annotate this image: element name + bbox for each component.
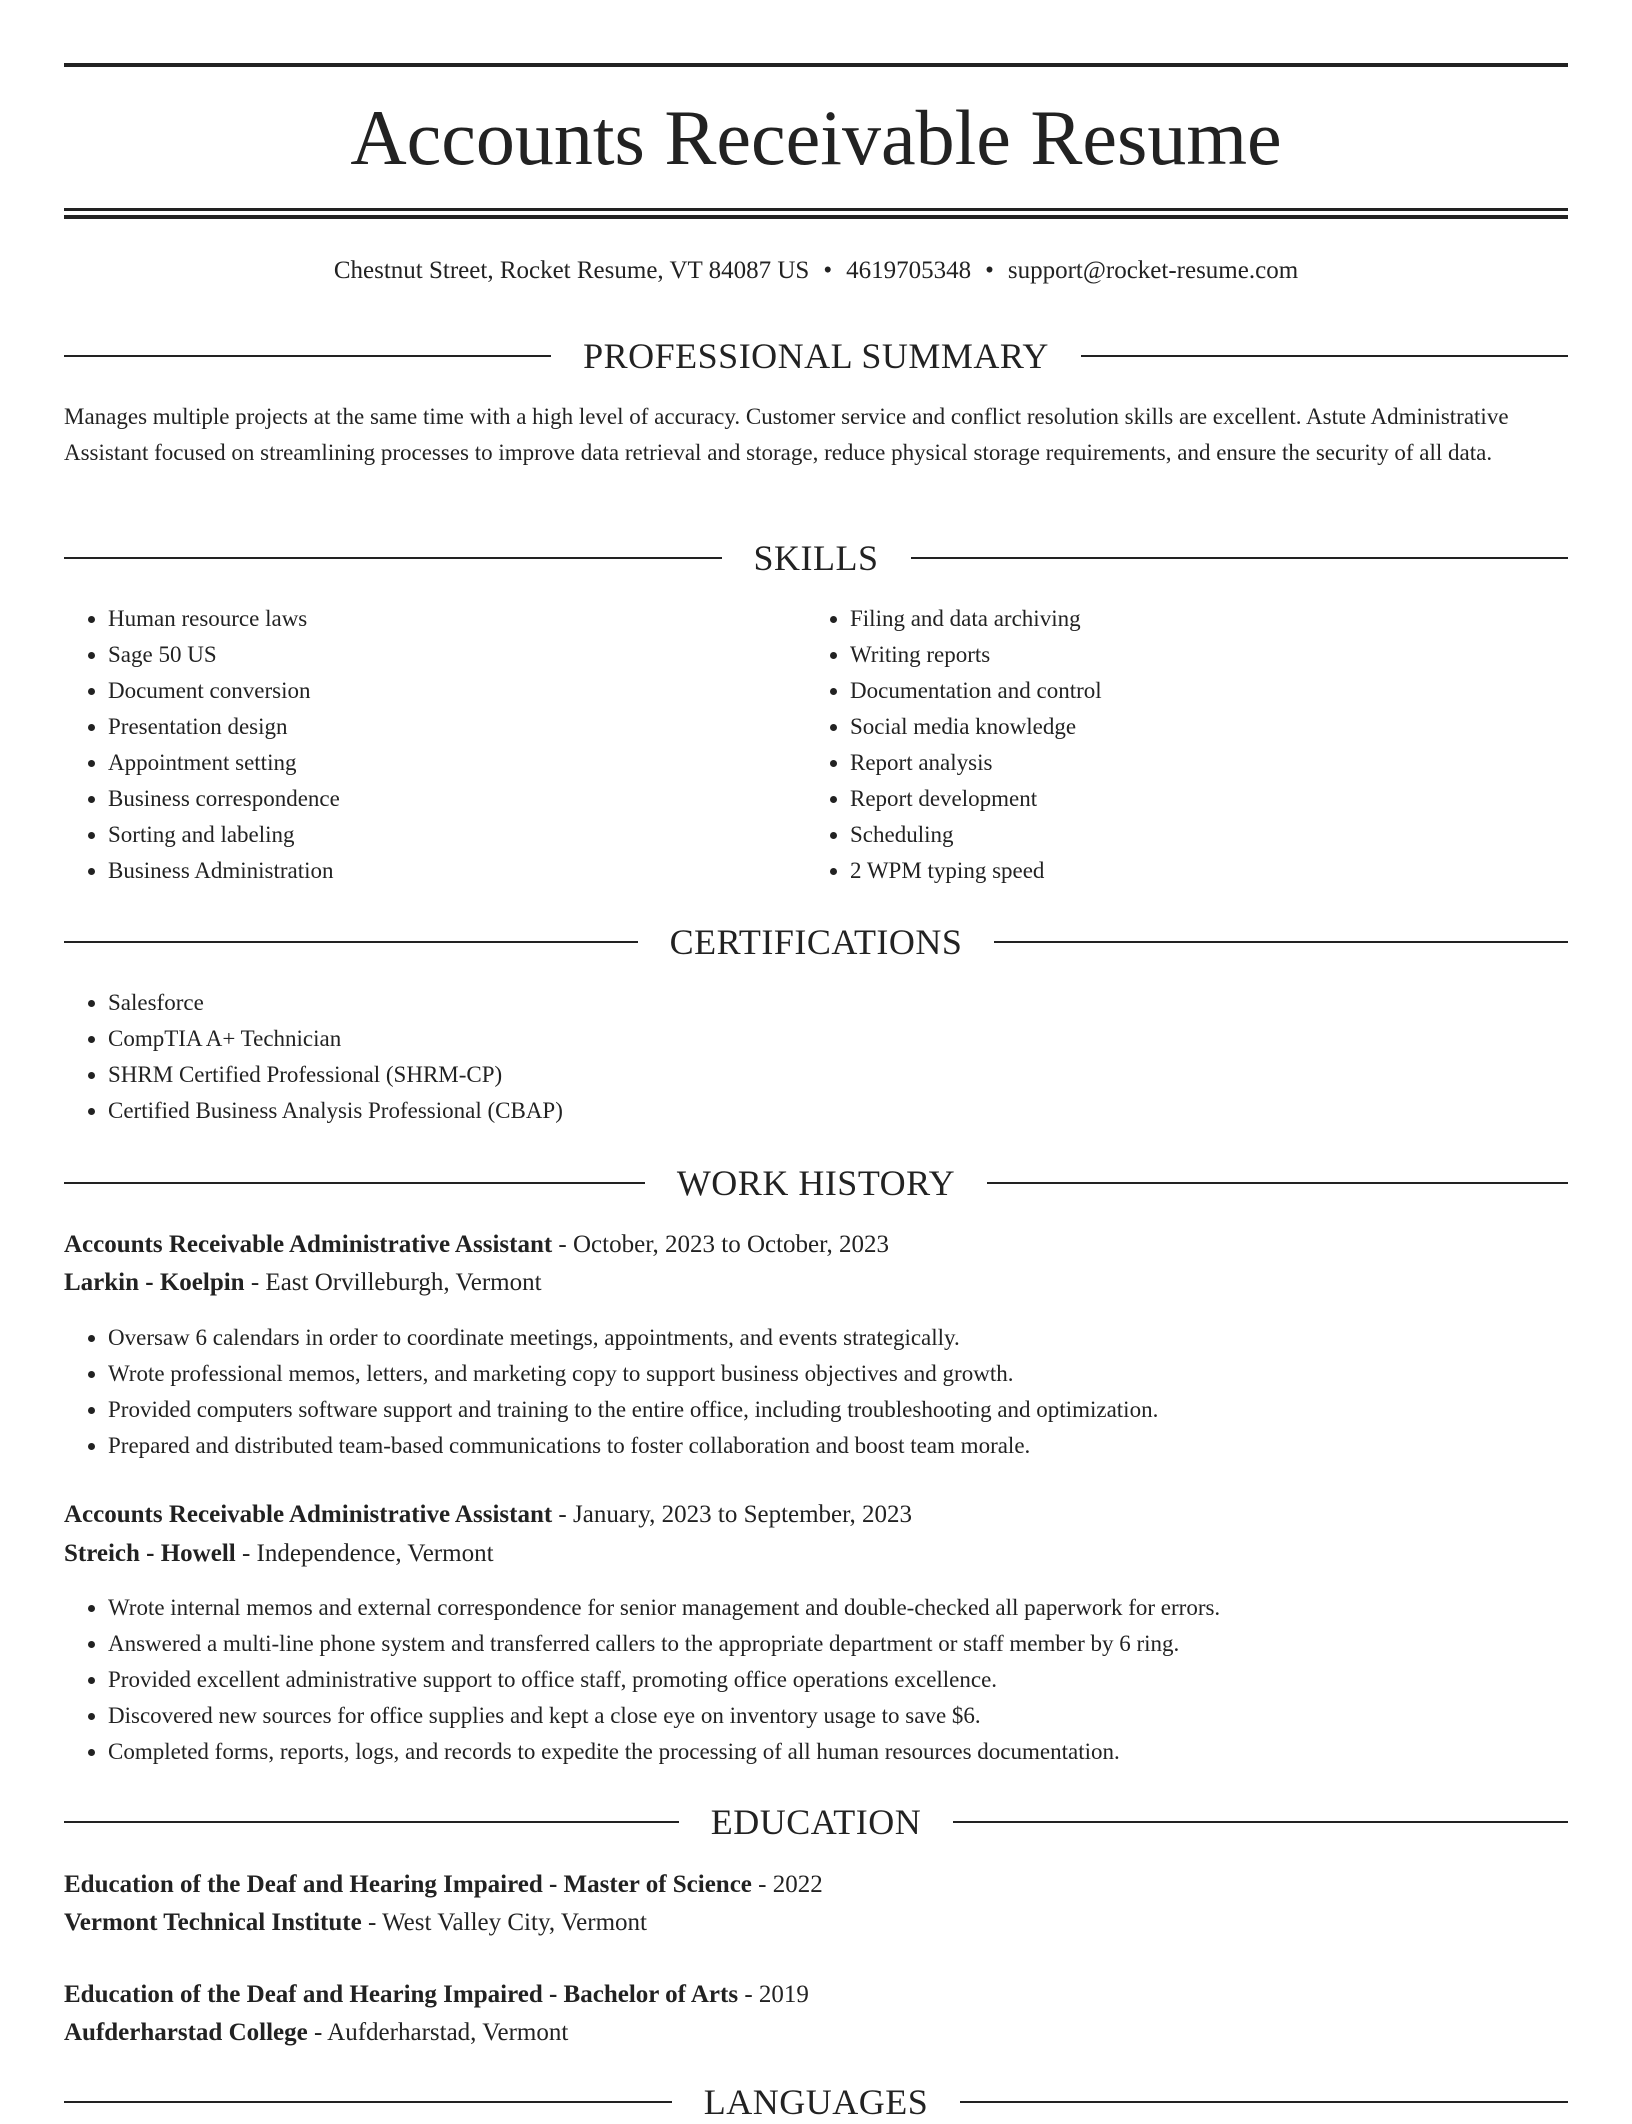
- school: Aufderharstad College: [64, 2019, 308, 2046]
- job-company: Streich - Howell: [64, 1540, 236, 1567]
- job-bullets: [64, 1590, 1568, 1770]
- list-item: • Documentation and control: [850, 673, 1550, 709]
- list-item: • Business correspondence: [108, 781, 808, 817]
- job-bullets: [64, 1320, 1568, 1464]
- heading-rule-left: [64, 2101, 672, 2103]
- job-title-line: [64, 1226, 1568, 1264]
- list-item: • 2 WPM typing speed: [850, 853, 1550, 889]
- job-company-line: [64, 1264, 1568, 1302]
- list-item: • Wrote professional memos, letters, and marketing copy to support business objectives and growth.: [108, 1356, 1568, 1392]
- list-item: • Document conversion: [108, 673, 808, 709]
- heading-rule-left: [64, 355, 551, 357]
- section-title: WORK HISTORY: [676, 1163, 956, 1203]
- heading-rule-right: [987, 1182, 1568, 1184]
- degree-year: - 2019: [738, 1981, 809, 2008]
- list-item: • Human resource laws: [108, 601, 808, 637]
- degree: Education of the Deaf and Hearing Impaired - Bachelor of Arts: [64, 1981, 739, 2008]
- job-dates: - January, 2023 to September, 2023: [552, 1501, 912, 1528]
- section-title: CERTIFICATIONS: [669, 922, 963, 962]
- list-item: • Appointment setting: [108, 745, 808, 781]
- section-heading-summary: [64, 334, 1568, 378]
- list-item: • Answered a multi-line phone system and transferred callers to the appropriate department or staff member by 6 ring.: [108, 1626, 1568, 1662]
- heading-rule-left: [64, 557, 722, 559]
- list-item: • Sorting and labeling: [108, 817, 808, 853]
- list-item: • Report analysis: [850, 745, 1550, 781]
- list-item: • Presentation design: [108, 709, 808, 745]
- heading-rule-left: [64, 1182, 645, 1184]
- school-location: - Aufderharstad, Vermont: [307, 2019, 569, 2046]
- heading-rule-right: [994, 941, 1568, 943]
- list-item: • Sage 50 US: [108, 637, 808, 673]
- list-item: • SHRM Certified Professional (SHRM-CP): [108, 1057, 1508, 1093]
- section-heading-skills: [64, 536, 1568, 580]
- list-item: • Discovered new sources for office supplies and kept a close eye on inventory usage to save $6.: [108, 1698, 1568, 1734]
- job-title-line: [64, 1496, 1568, 1534]
- list-item: • Provided excellent administrative support to office staff, promoting office operations excellence.: [108, 1662, 1568, 1698]
- contact-email: support@rocket-resume.com: [1007, 257, 1299, 284]
- job-company-line: [64, 1535, 1568, 1573]
- list-item: • Social media knowledge: [850, 709, 1550, 745]
- heading-rule-left: [64, 941, 638, 943]
- heading-rule-right: [960, 2101, 1568, 2103]
- section-heading-certifications: [64, 920, 1568, 964]
- job-location: - East Orvilleburgh, Vermont: [244, 1269, 542, 1296]
- list-item: • Salesforce: [108, 985, 1508, 1021]
- job-location: - Independence, Vermont: [235, 1540, 494, 1567]
- school-location: - West Valley City, Vermont: [361, 1909, 647, 1936]
- job-title: Accounts Receivable Administrative Assistant: [64, 1501, 553, 1528]
- list-item: • Prepared and distributed team-based communications to foster collaboration and boost team morale.: [108, 1428, 1568, 1464]
- list-item: • Provided computers software support and training to the entire office, including troubleshooting and optimization.: [108, 1392, 1568, 1428]
- contact-separator: •: [823, 257, 833, 284]
- list-item: • Oversaw 6 calendars in order to coordinate meetings, appointments, and events strategically.: [108, 1320, 1568, 1356]
- contact-phone: 4619705348: [846, 257, 972, 284]
- section-heading-education: [64, 1800, 1568, 1844]
- heading-rule-left: [64, 1821, 679, 1823]
- contact-address: Chestnut Street, Rocket Resume, VT 84087 US: [333, 257, 810, 284]
- school: Vermont Technical Institute: [64, 1909, 362, 1936]
- job-dates: - October, 2023 to October, 2023: [552, 1231, 889, 1258]
- contact-separator: •: [985, 257, 994, 284]
- school-line: [64, 1904, 1568, 1942]
- list-item: • CompTIA A+ Technician: [108, 1021, 1508, 1057]
- skills-list-right: [806, 601, 1550, 889]
- list-item: • Scheduling: [850, 817, 1550, 853]
- heading-rule-right: [953, 1821, 1568, 1823]
- list-item: • Business Administration: [108, 853, 808, 889]
- section-heading-work-history: [64, 1161, 1568, 1205]
- title-bottom-rule: [64, 208, 1568, 211]
- list-item: • Writing reports: [850, 637, 1550, 673]
- list-item: • Certified Business Analysis Professional (CBAP): [108, 1093, 1508, 1129]
- job-company: Larkin - Koelpin: [64, 1269, 245, 1296]
- section-heading-languages: [64, 2080, 1568, 2124]
- section-title: SKILLS: [753, 538, 879, 578]
- document-title: Accounts Receivable Resume: [350, 94, 1282, 181]
- section-title: EDUCATION: [710, 1802, 922, 1842]
- job-title: Accounts Receivable Administrative Assistant: [64, 1231, 553, 1258]
- degree-line: [64, 1976, 1568, 2014]
- degree-line: [64, 1866, 1568, 1904]
- section-title: PROFESSIONAL SUMMARY: [583, 336, 1049, 376]
- section-title: LANGUAGES: [703, 2082, 929, 2122]
- list-item: • Report development: [850, 781, 1550, 817]
- contact-line: [64, 254, 1568, 288]
- summary-text: Manages multiple projects at the same time with a high level of accuracy. Customer service and conflict resolution skills are excellent. Astute Administrative Assistant focused on streamlining processes to improve data retrieval and storage, reduce physical storage requirements, and ensure the security of all data.: [64, 404, 1509, 465]
- skills-list-left: [64, 601, 808, 889]
- list-item: • Wrote internal memos and external correspondence for senior management and double-checked all paperwork for errors.: [108, 1590, 1568, 1626]
- heading-rule-right: [911, 557, 1569, 559]
- school-line: [64, 2014, 1568, 2052]
- degree-year: - 2022: [751, 1871, 823, 1898]
- list-item: • Completed forms, reports, logs, and records to expedite the processing of all human resources documentation.: [108, 1734, 1568, 1770]
- certifications-list: [64, 985, 1508, 1129]
- list-item: • Filing and data archiving: [850, 601, 1550, 637]
- title-top-rule: [64, 63, 1568, 67]
- degree: Education of the Deaf and Hearing Impaired - Master of Science: [64, 1871, 752, 1898]
- heading-rule-right: [1081, 355, 1568, 357]
- title-bottom-rule-second: [64, 215, 1568, 219]
